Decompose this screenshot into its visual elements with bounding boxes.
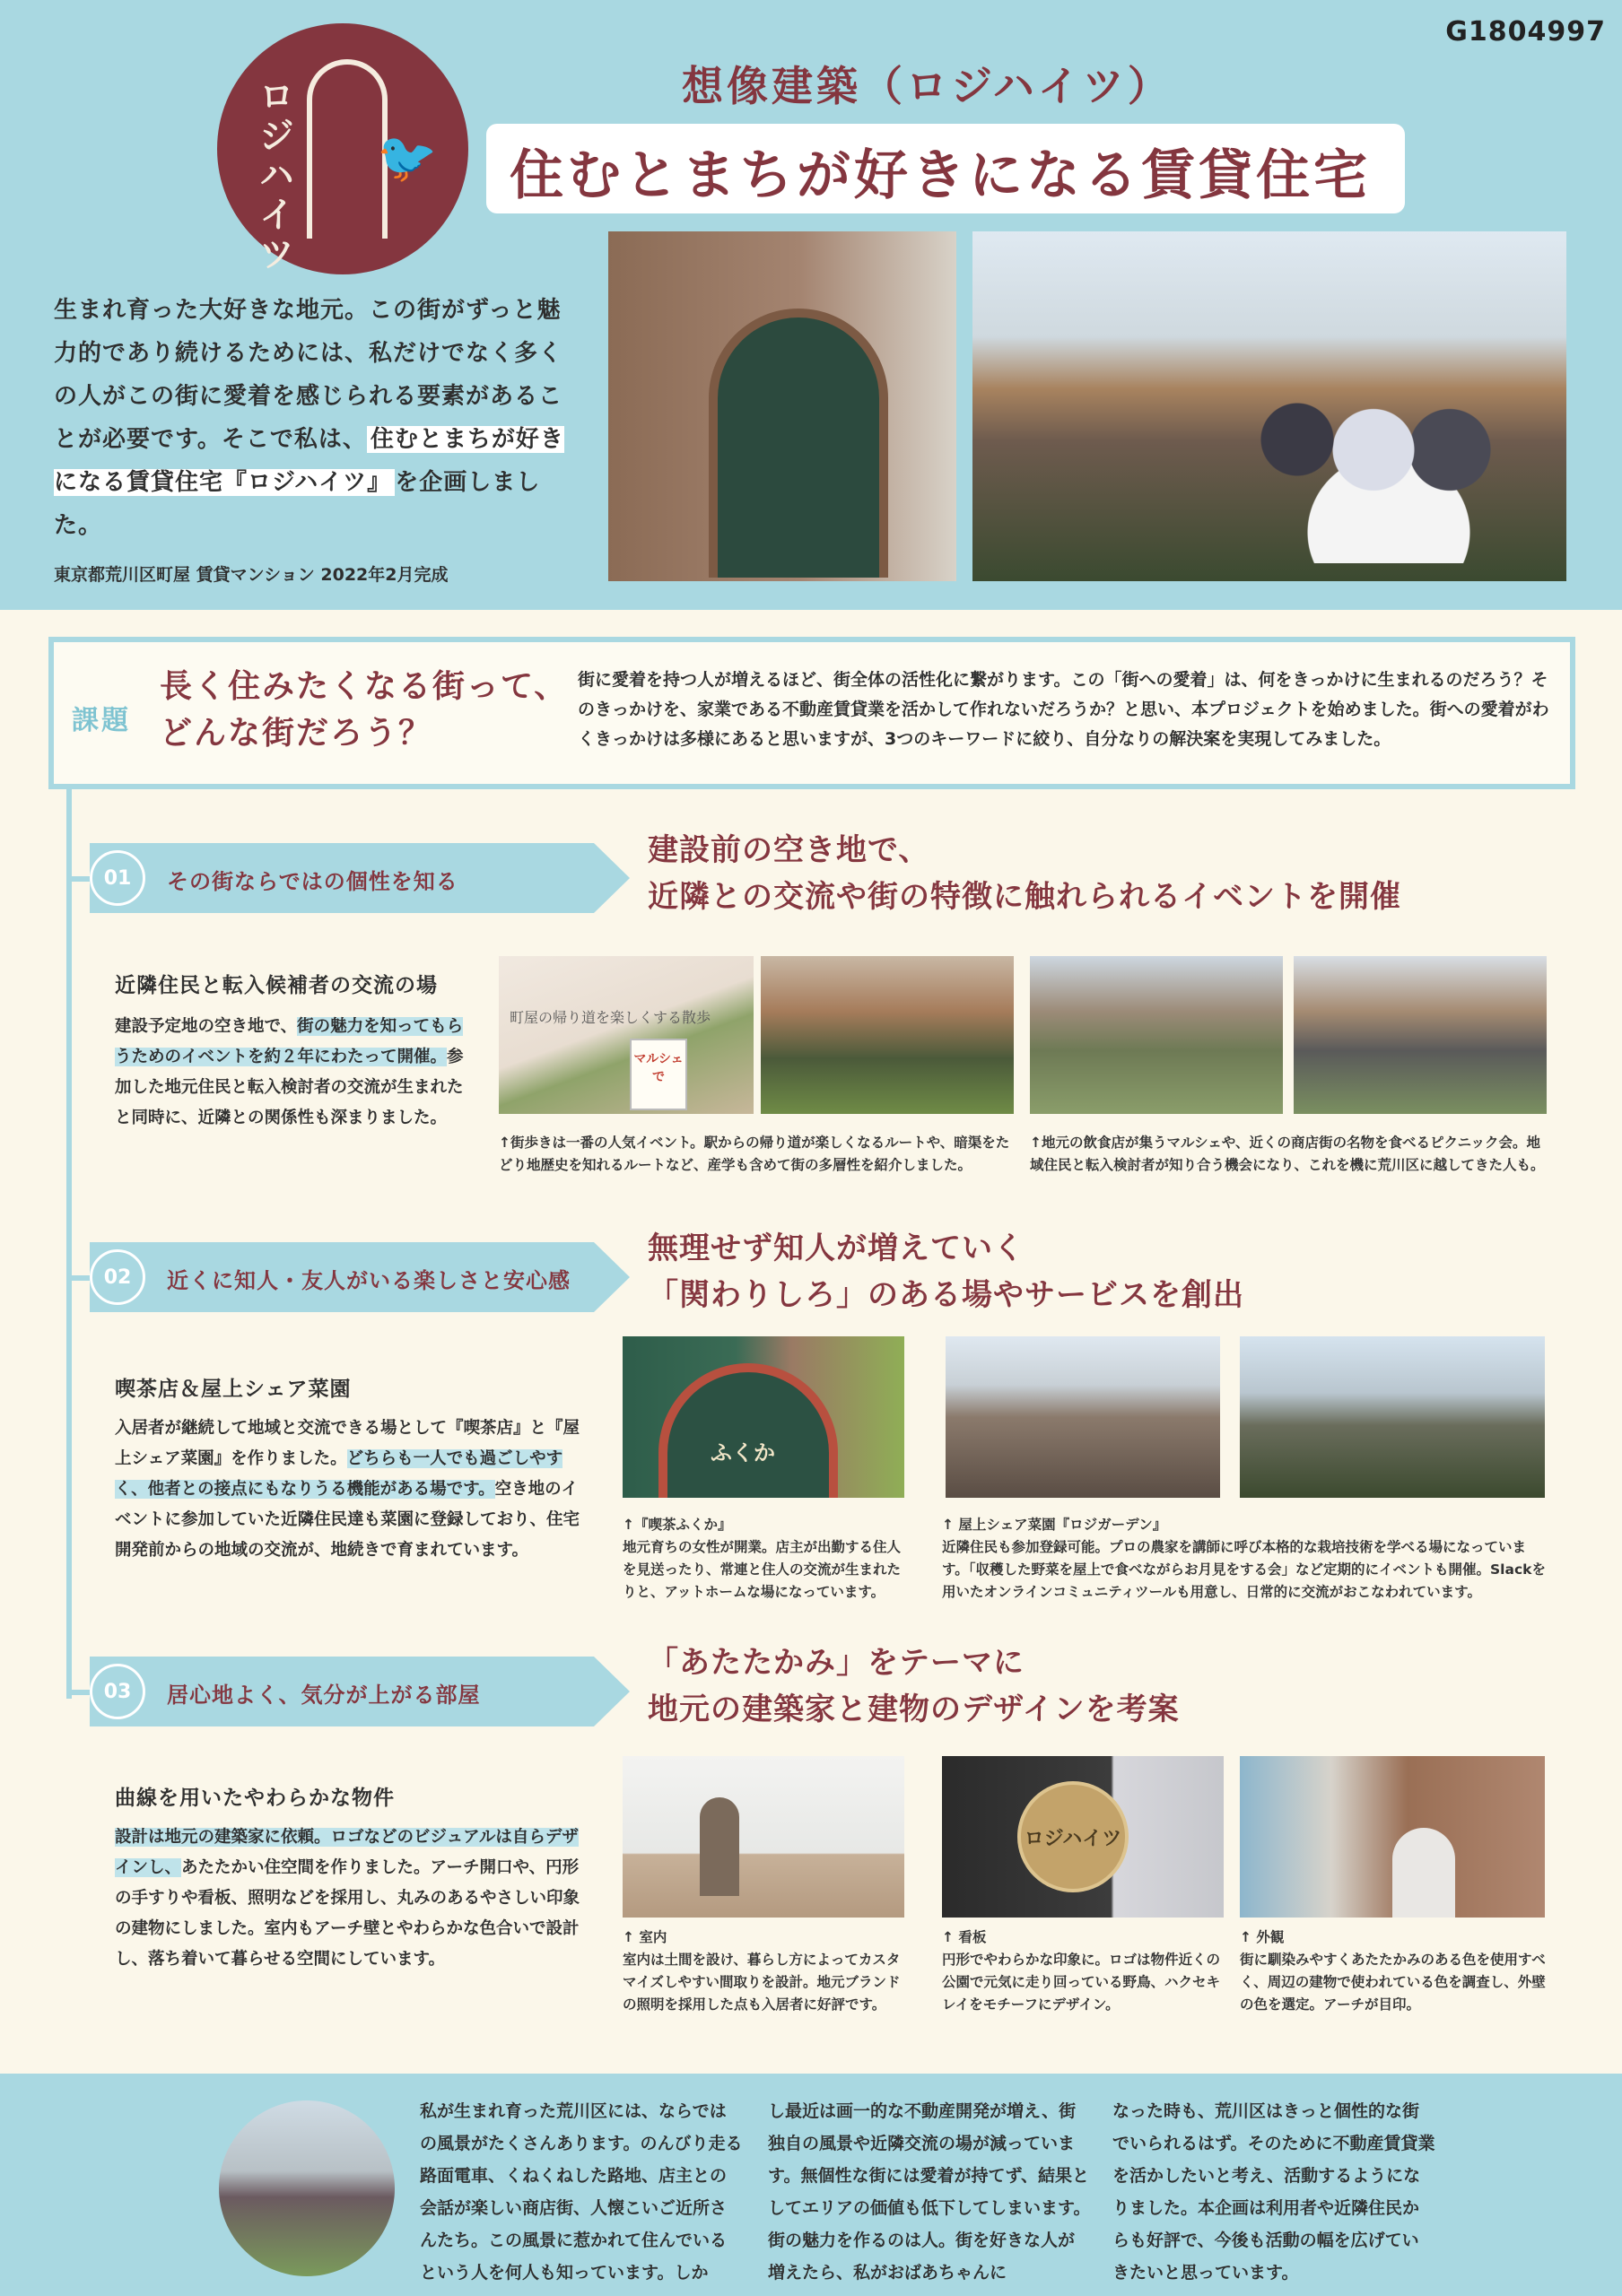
section2-caption-2-text: 近隣住民も参加登録可能。プロの農家を講師に呼び本格的な栽培技術を学べる場になっています。「収穫した野菜を屋上で食べながらお月見をする会」など定期的にイベントも開催。Slackを用いたオンラインコミュニティツールも用意し、日常的に交流がおこなわれています。 bbox=[942, 1539, 1546, 1600]
section3-number: 03 bbox=[90, 1664, 145, 1719]
timeline-branch-1 bbox=[66, 876, 92, 882]
flyer-sign: マルシェで bbox=[630, 1039, 687, 1110]
event-photo-3 bbox=[1294, 956, 1547, 1114]
section3-caption-2-title: ↑ 看板 bbox=[942, 1929, 987, 1945]
timeline-line bbox=[66, 786, 72, 1699]
section1-subheading: 近隣住民と転入候補者の交流の場 bbox=[115, 974, 438, 997]
footer-text-2: し最近は画一的な不動産開発が増え、街独自の風景や近隣交流の場が減っています。無個性な街には愛着が持てず、結果としてエリアの価値も低下してしまいます。街の魅力を作るのは人。街を好きな人が増えたら、私がおばあちゃんに bbox=[768, 2101, 1091, 2283]
section3-caption-3 bbox=[1240, 1926, 1550, 2016]
section3-caption-2 bbox=[942, 1926, 1229, 2016]
title-sub: 想像建築（ロジハイツ） bbox=[682, 62, 1173, 110]
section1-body-highlight: 街の魅力を知ってもらうためのイベントを約２年にわたって開催。 bbox=[115, 1017, 464, 1066]
door-shape bbox=[307, 59, 388, 239]
logo bbox=[217, 23, 468, 274]
section2-caption-2-title: ↑ 屋上シェア菜園『ロジガーデン』 bbox=[942, 1517, 1167, 1533]
section3-heading-line1: 「あたたかみ」をテーマに bbox=[648, 1645, 1025, 1681]
garden-photo-1 bbox=[946, 1336, 1220, 1498]
bird-icon: 🐦 bbox=[377, 129, 438, 186]
logo-badge: ロジハイツ bbox=[1017, 1781, 1129, 1892]
issue-question-line2: どんな街だろう？ bbox=[160, 715, 433, 752]
section3-caption-3-text: 街に馴染みやすくあたたかみのある色を使用すべく、周辺の建物で使われている色を調査し、外壁の色を選定。アーチが目印。 bbox=[1240, 1952, 1546, 2013]
issue-question-line1: 長く住みたくなる街って、 bbox=[160, 668, 569, 705]
document-code: G1804997 bbox=[1445, 16, 1606, 48]
section1-caption-1: ↑街歩きは一番の人気イベント。駅からの帰り道が楽しくなるルートや、暗渠をたどり地歴史を知れるルートなど、産学も含めて街の多層性を紹介しました。 bbox=[499, 1135, 1010, 1173]
entrance-photo bbox=[608, 231, 956, 581]
exterior-arch-door bbox=[1392, 1828, 1455, 1918]
section2-caption-1-title: ↑『喫茶ふくか』 bbox=[623, 1517, 732, 1533]
intro-part-a: 生まれ育った大好きな地元。この街がずっと魅力的であり続けるためには、私だけでなく多くの人がこの街に愛着を感じられる要素があることが必要です。そこで私は、 bbox=[54, 297, 563, 453]
intro-text bbox=[54, 289, 574, 547]
section3-body-highlight: 設計は地元の建築家に依頼。ロゴなどのビジュアルは自らデザインし、 bbox=[115, 1828, 579, 1877]
section3-label: 居心地よく、気分が上がる部屋 bbox=[167, 1683, 481, 1708]
footer-text-1: 私が生まれ育った荒川区には、ならではの風景がたくさんあります。のんびり走る路面電車、くねくねした路地、店主との会話が楽しい商店街、人懐こいご近所さんたち。この風景に惹かれて住んでいるという人を何人も知っています。しか bbox=[420, 2101, 743, 2283]
rooftop-photo bbox=[972, 231, 1566, 581]
footer-text-3: なった時も、荒川区はきっと個性的な街でいられるはず。そのために不動産賃貸業を活かしたいと考え、活動するようになりました。本企画は利用者や近隣住民からも好評で、今後も活動の幅を広げていきたいと思っています。 bbox=[1112, 2101, 1435, 2283]
section3-caption-3-title: ↑ 外観 bbox=[1240, 1929, 1285, 1945]
timeline-branch-3 bbox=[66, 1690, 92, 1695]
section1-heading-line2: 近隣との交流や街の特徴に触れられるイベントを開催 bbox=[648, 879, 1401, 915]
cafe-photo bbox=[623, 1336, 904, 1498]
title-main: 住むとまちが好きになる賃貸住宅 bbox=[510, 144, 1371, 207]
section3-subheading: 曲線を用いたやわらかな物件 bbox=[115, 1787, 395, 1810]
section3-body bbox=[115, 1822, 592, 1975]
section2-number: 02 bbox=[90, 1249, 145, 1305]
section2-subheading: 喫茶店＆屋上シェア菜園 bbox=[115, 1378, 352, 1401]
section2-label: 近くに知人・友人がいる楽しさと安心感 bbox=[167, 1268, 571, 1293]
section2-body-highlight: どちらも一人でも過ごしやすく、他者との接点にもなりうる機能がある場です。 bbox=[115, 1449, 563, 1499]
section3-caption-1-title: ↑ 室内 bbox=[623, 1929, 667, 1945]
section3-caption-1 bbox=[623, 1926, 910, 2016]
interior-arch bbox=[700, 1797, 739, 1896]
section2-body bbox=[115, 1413, 592, 1566]
logo-text: ロジハイツ bbox=[253, 77, 294, 274]
signboard-photo bbox=[942, 1756, 1224, 1918]
exterior-photo bbox=[1240, 1756, 1545, 1918]
section2-heading-line1: 無理せず知人が増えていく bbox=[648, 1231, 1025, 1266]
interior-photo bbox=[623, 1756, 904, 1918]
section1-body bbox=[115, 1012, 465, 1134]
intro-caption: 東京都荒川区町屋 賃貸マンション 2022年2月完成 bbox=[54, 565, 449, 585]
intro-highlight: 住むとまちが好きになる賃貸住宅『ロジハイツ』 bbox=[54, 426, 564, 496]
section1-body-c: 参加した地元住民と転入検討者の交流が生まれたと同時に、近隣との関係性も深まりました。 bbox=[115, 1048, 464, 1127]
event-photo-1 bbox=[761, 956, 1014, 1114]
section2-caption-2 bbox=[942, 1514, 1548, 1604]
section2-caption-1 bbox=[623, 1514, 904, 1604]
flyer-handwriting: 町屋の帰り道を楽しくする散歩 bbox=[510, 1009, 711, 1026]
issue-text: 街に愛着を持つ人が増えるほど、街全体の活性化に繋がります。この「街への愛着」は、何をきっかけに生まれるのだろう？そのきっかけを、家業である不動産賃貸業を活かして作れないだろうか？と思い、本プロジェクトを始めました。街への愛着がわくきっかけは多様にあると思いますが、3つのキーワードに絞り、自分なりの解決案を実現してみました。 bbox=[578, 670, 1549, 749]
section1-body-a: 建設予定地の空き地で、 bbox=[115, 1017, 298, 1036]
section3-caption-1-text: 室内は土間を設け、暮らし方によってカスタマイズしやすい間取りを設計。地元ブランドの照明を採用した点も入居者に好評です。 bbox=[623, 1952, 901, 2013]
section2-body-a: 入居者が継続して地域と交流できる場として『喫茶店』と『屋上シェア菜園』を作りました。 bbox=[115, 1419, 580, 1468]
event-photo-2 bbox=[1030, 956, 1283, 1114]
section3-heading-line2: 地元の建築家と建物のデザインを考案 bbox=[648, 1692, 1180, 1727]
arched-door bbox=[709, 309, 888, 578]
issue-question bbox=[160, 664, 568, 757]
section1-label: その街ならではの個性を知る bbox=[167, 869, 458, 894]
section1-heading bbox=[648, 827, 1401, 920]
people-shape bbox=[1206, 357, 1511, 563]
intro-part-c: を企画しました。 bbox=[54, 469, 541, 539]
section3-caption-2-text: 円形でやわらかな印象に。ロゴは物件近くの公園で元気に走り回っている野鳥、ハクセキレイをモチーフにデザイン。 bbox=[942, 1952, 1221, 2013]
cafe-sign: ふくか bbox=[711, 1440, 775, 1465]
section1-number: 01 bbox=[90, 850, 145, 906]
section2-body-c: 空き地のイベントに参加していた近隣住民達も菜園に登録しており、住宅開発前からの地域の交流が、地続きで育まれています。 bbox=[115, 1480, 580, 1560]
section1-caption-2: ↑地元の飲食店が集うマルシェや、近くの商店街の名物を食べるピクニック会。地域住民と転入検討者が知り合う機会になり、これを機に荒川区に越してきた人も。 bbox=[1030, 1135, 1545, 1173]
section2-heading-line2: 「関わりしろ」のある場やサービスを創出 bbox=[648, 1277, 1244, 1313]
issue-label: 課題 bbox=[72, 705, 131, 736]
footer-photo bbox=[219, 2100, 395, 2276]
section3-body-b: あたたかい住空間を作りました。アーチ開口や、円形の手すりや看板、照明などを採用し、丸みのあるやさしい印象の建物にしました。室内もアーチ壁とやわらかな色合いで設計し、落ち着いて暮らせる空間にしています。 bbox=[115, 1858, 580, 1969]
section2-caption-1-text: 地元育ちの女性が開業。店主が出勤する住人を見送ったり、常連と住人の交流が生まれたりと、アットホームな場になっています。 bbox=[623, 1539, 902, 1600]
section3-heading bbox=[648, 1639, 1180, 1733]
section2-heading bbox=[648, 1225, 1244, 1318]
section1-heading-line1: 建設前の空き地で、 bbox=[648, 832, 930, 868]
walk-flyer-photo bbox=[499, 956, 754, 1114]
garden-photo-2 bbox=[1240, 1336, 1545, 1498]
timeline-branch-2 bbox=[66, 1275, 92, 1281]
cafe-arch bbox=[658, 1363, 838, 1498]
